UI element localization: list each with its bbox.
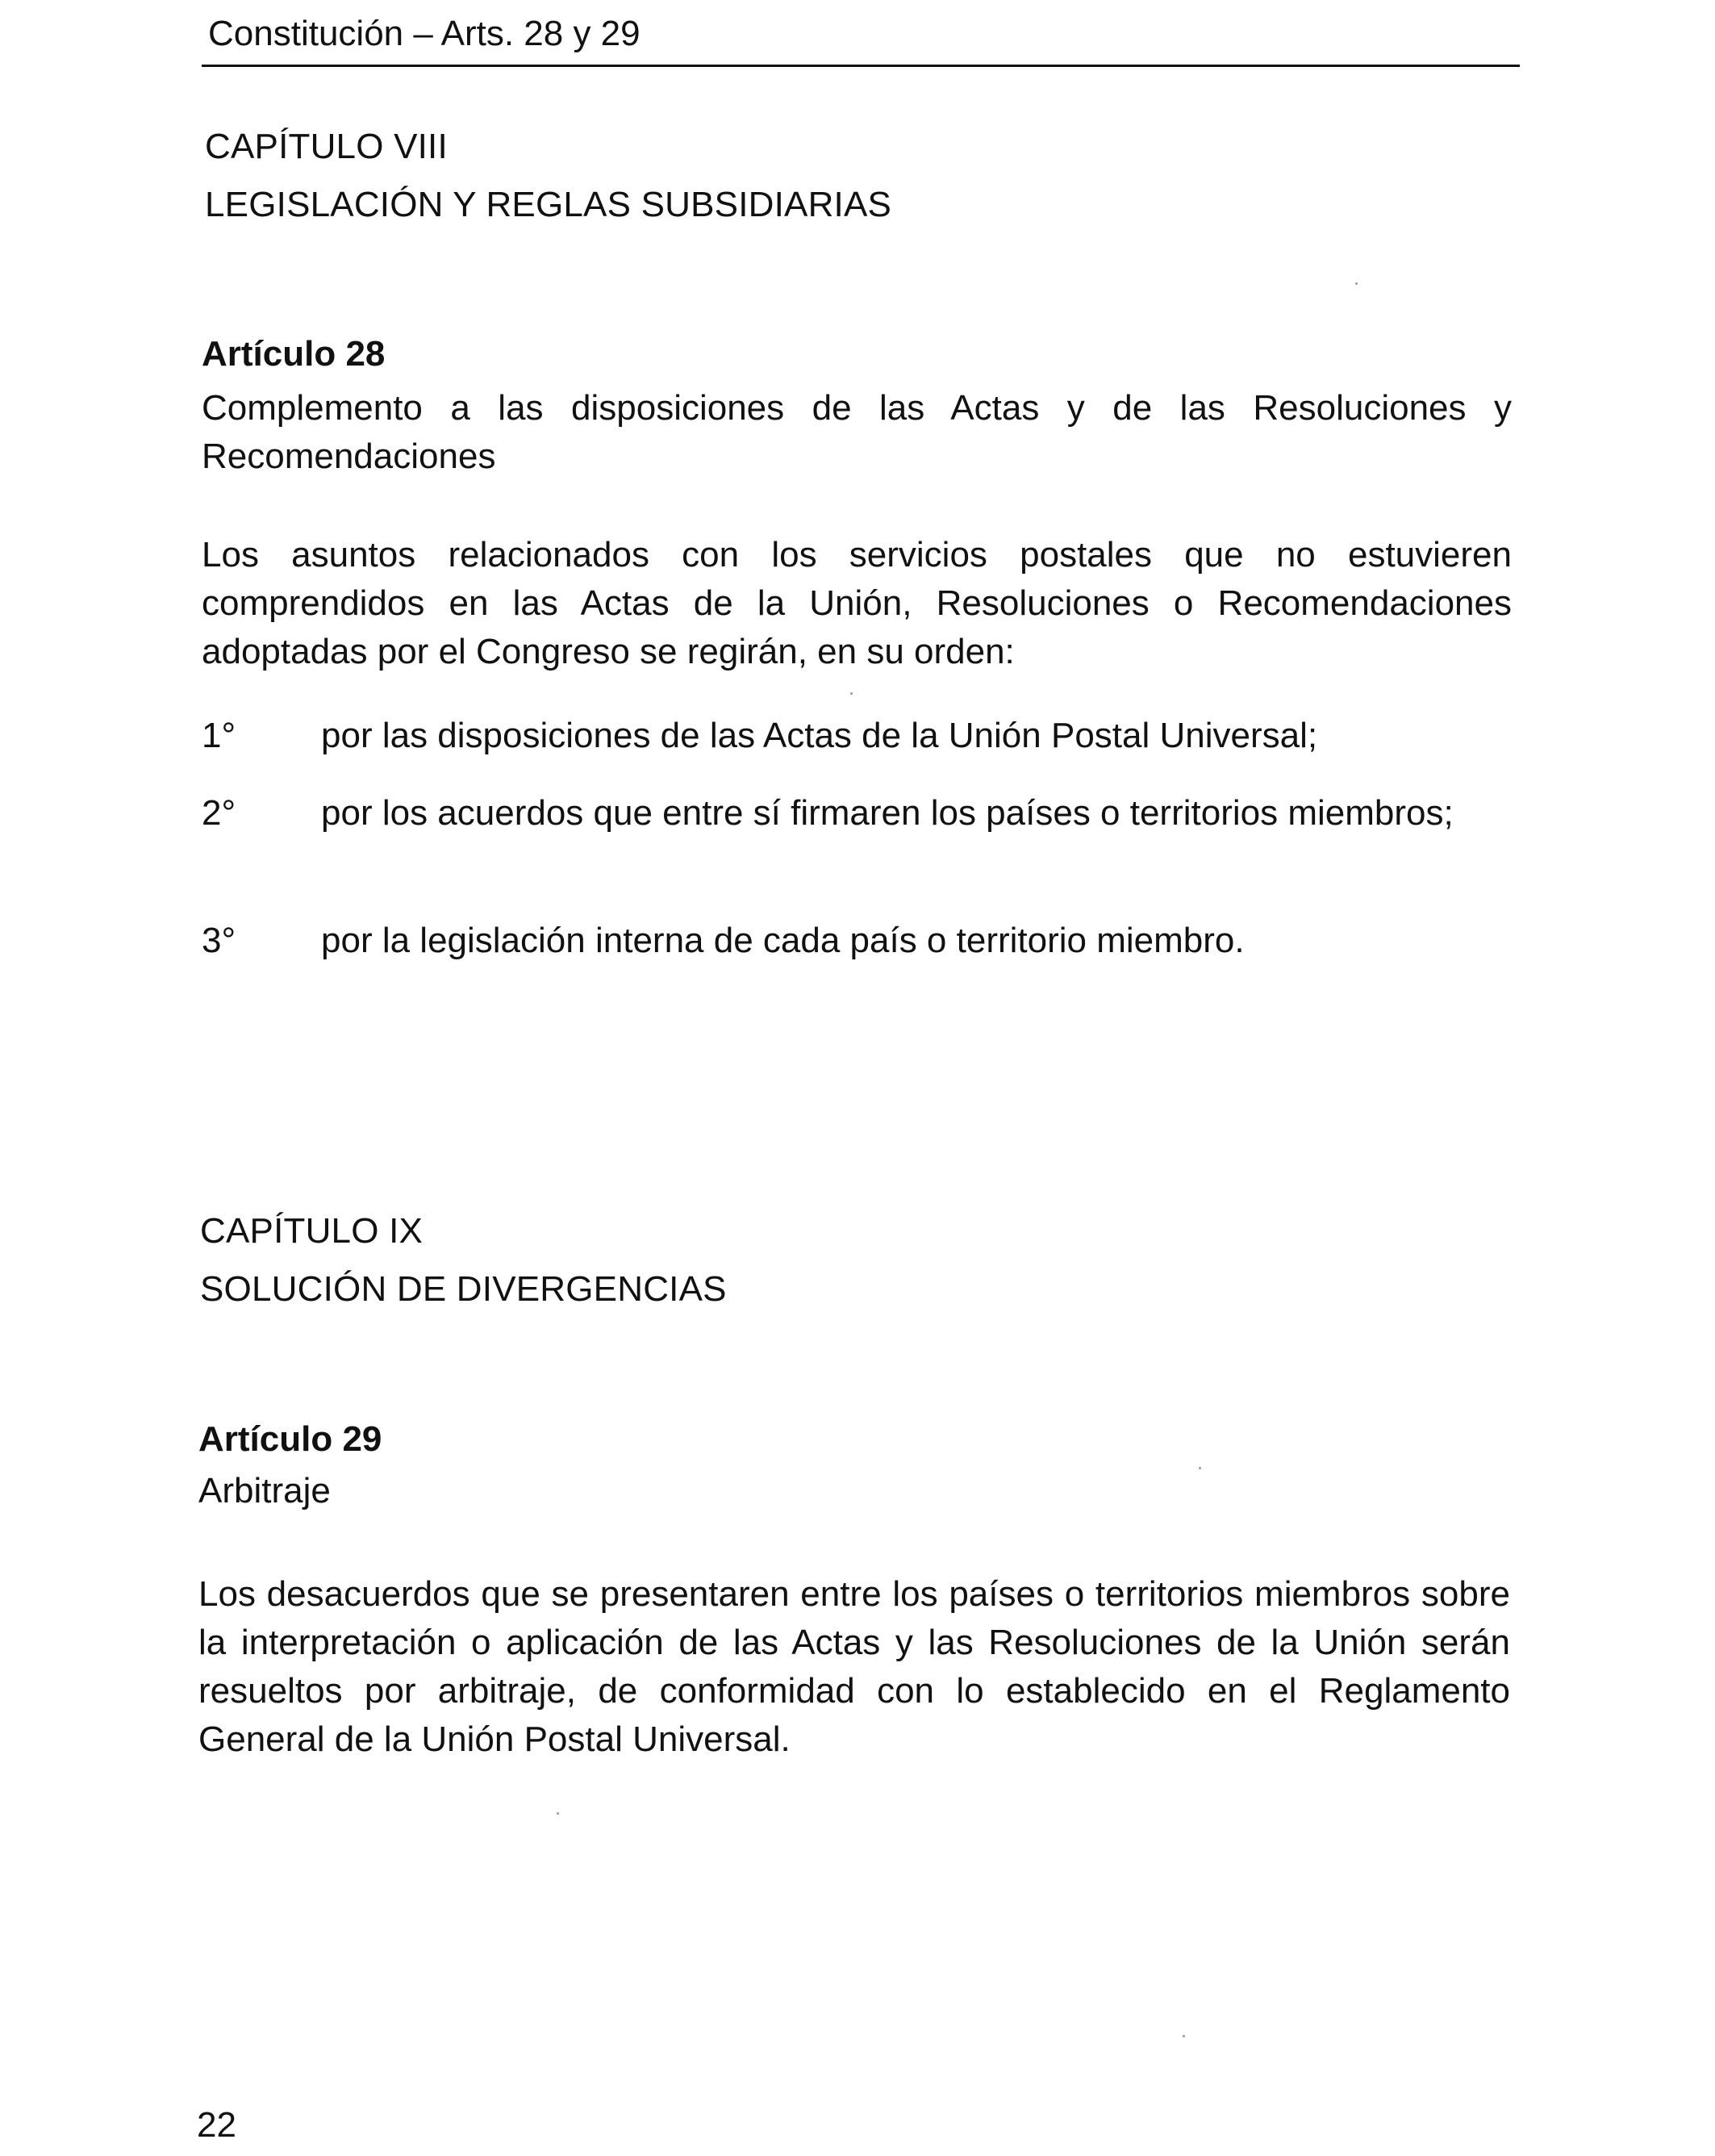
header-rule bbox=[202, 65, 1520, 67]
scan-speck bbox=[850, 692, 853, 695]
article-29-title: Arbitraje bbox=[198, 1471, 331, 1510]
list-item-text: por la legislación interna de cada país o territorio miembro. bbox=[321, 921, 1245, 960]
chapter-8-label: CAPÍTULO VIII bbox=[205, 127, 448, 166]
running-header: Constitución – Arts. 28 y 29 bbox=[208, 14, 641, 53]
chapter-8-heading bbox=[205, 118, 891, 234]
chapter-9-label: CAPÍTULO IX bbox=[200, 1211, 424, 1251]
scan-speck bbox=[557, 1812, 559, 1815]
article-29-body: Los desacuerdos que se presentaren entre los países o territorios miembros sobre la interpretación o aplicación de las Actas y las Resoluciones de la Unión serán resueltos por arbitraje, de conformidad con lo establecido en el Reglamento General de la Unión Postal Universal. bbox=[198, 1574, 1510, 1759]
article-29-number: Artículo 29 bbox=[198, 1419, 382, 1459]
scan-speck bbox=[1199, 1467, 1201, 1469]
page-number: 22 bbox=[197, 2105, 236, 2145]
list-item bbox=[202, 917, 1517, 965]
chapter-9-heading bbox=[200, 1202, 727, 1318]
list-item-number: 1° bbox=[202, 716, 236, 755]
list-item bbox=[202, 712, 1517, 760]
article-28-title: Complemento a las disposiciones de las Actas y de las Resoluciones y Recomendaciones bbox=[202, 388, 1512, 476]
scan-speck bbox=[1355, 282, 1358, 285]
list-item-text: por los acuerdos que entre sí firmaren los países o territorios miembros; bbox=[321, 793, 1454, 833]
scan-speck bbox=[1183, 2035, 1185, 2037]
article-28-intro: Los asuntos relacionados con los servicios postales que no estuvieren comprendidos en las Actas de la Unión, Resoluciones o Recomendaciones adoptadas por el Congreso se regirán, en su orden: bbox=[202, 535, 1512, 671]
list-item-number: 3° bbox=[202, 921, 236, 960]
chapter-8-title: LEGISLACIÓN Y REGLAS SUBSIDIARIAS bbox=[205, 185, 892, 224]
list-item-text: por las disposiciones de las Actas de la Unión Postal Universal; bbox=[321, 716, 1318, 755]
list-item bbox=[202, 789, 1517, 838]
article-28-number: Artículo 28 bbox=[202, 334, 386, 374]
chapter-9-title: SOLUCIÓN DE DIVERGENCIAS bbox=[200, 1269, 727, 1309]
list-item-number: 2° bbox=[202, 793, 236, 833]
